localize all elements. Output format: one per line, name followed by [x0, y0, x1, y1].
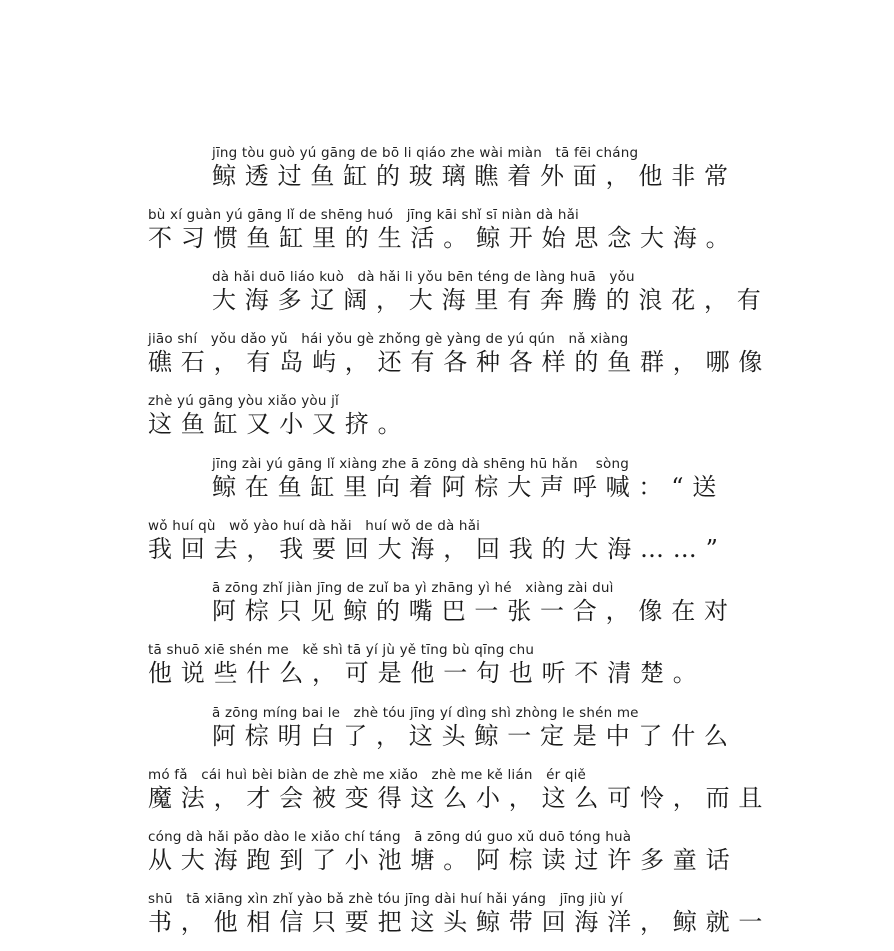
pinyin-row: jiāo shí yǒu dǎo yǔ hái yǒu gè zhǒng gè yàng de yú qún nǎ xiàng — [148, 331, 629, 347]
chinese-text-row: 魔法，才会被变得这么小，这么可怜，而且 — [148, 784, 772, 812]
text-line — [148, 891, 788, 935]
text-line — [148, 393, 788, 437]
pinyin-row: ā zōng míng bai le zhè tóu jīng yí dìng shì zhòng le shén me — [212, 705, 639, 721]
chinese-text-row: 不习惯鱼缸里的生活。鲸开始思念大海。 — [148, 224, 739, 252]
pinyin-row: bù xí guàn yú gāng lǐ de shēng huó jīng kāi shǐ sī niàn dà hǎi — [148, 207, 580, 223]
text-line — [212, 269, 788, 313]
pinyin-row: tā shuō xiē shén me kě shì tā yí jù yě tīng bù qīng chu — [148, 642, 535, 658]
pinyin-row: mó fǎ cái huì bèi biàn de zhè me xiǎo zhè me kě lián ér qiě — [148, 767, 587, 783]
pinyin-row: jīng tòu guò yú gāng de bō li qiáo zhe wài miàn tā fēi cháng — [212, 145, 639, 161]
text-line — [148, 767, 788, 811]
pinyin-row: cóng dà hǎi pǎo dào le xiǎo chí táng ā zōng dú guo xǔ duō tóng huà — [148, 829, 632, 845]
chinese-text-row: 从大海跑到了小池塘。阿棕读过许多童话 — [148, 846, 739, 874]
chinese-text-row: 书，他相信只要把这头鲸带回海洋，鲸就一 — [148, 908, 772, 936]
text-line — [212, 705, 788, 749]
pinyin-row: jīng zài yú gāng lǐ xiàng zhe ā zōng dà shēng hū hǎn sòng — [212, 456, 630, 472]
pinyin-row: dà hǎi duō liáo kuò dà hǎi li yǒu bēn téng de làng huā yǒu — [212, 269, 635, 285]
chinese-text-row: 鲸在鱼缸里向着阿棕大声呼喊：“送 — [212, 473, 726, 501]
chinese-text-row: 大海多辽阔，大海里有奔腾的浪花，有 — [212, 286, 770, 314]
chinese-text-row: 这鱼缸又小又挤。 — [148, 410, 411, 438]
chinese-text-row: 我回去，我要回大海，回我的大海……” — [148, 535, 727, 563]
pinyin-row: zhè yú gāng yòu xiǎo yòu jǐ — [148, 393, 339, 409]
chinese-text-row: 他说些什么，可是他一句也听不清楚。 — [148, 659, 706, 687]
chinese-text-row: 阿棕明白了，这头鲸一定是中了什么 — [212, 722, 737, 750]
pinyin-row: wǒ huí qù wǒ yào huí dà hǎi huí wǒ de dà hǎi — [148, 518, 481, 534]
text-line — [148, 829, 788, 873]
text-line — [212, 456, 788, 500]
text-line — [148, 642, 788, 686]
pinyin-row: shū tā xiāng xìn zhǐ yào bǎ zhè tóu jīng dài huí hǎi yáng jīng jiù yí — [148, 891, 623, 907]
chinese-text-row: 礁石，有岛屿，还有各种各样的鱼群，哪像 — [148, 348, 772, 376]
text-line — [212, 145, 788, 189]
text-line — [148, 207, 788, 251]
chinese-text-row: 鲸透过鱼缸的玻璃瞧着外面，他非常 — [212, 162, 737, 190]
pinyin-row: ā zōng zhǐ jiàn jīng de zuǐ ba yì zhāng yì hé xiàng zài duì — [212, 580, 614, 596]
text-line — [148, 518, 788, 562]
chinese-text-row: 阿棕只见鲸的嘴巴一张一合，像在对 — [212, 597, 737, 625]
text-line — [212, 580, 788, 624]
text-line — [148, 331, 788, 375]
